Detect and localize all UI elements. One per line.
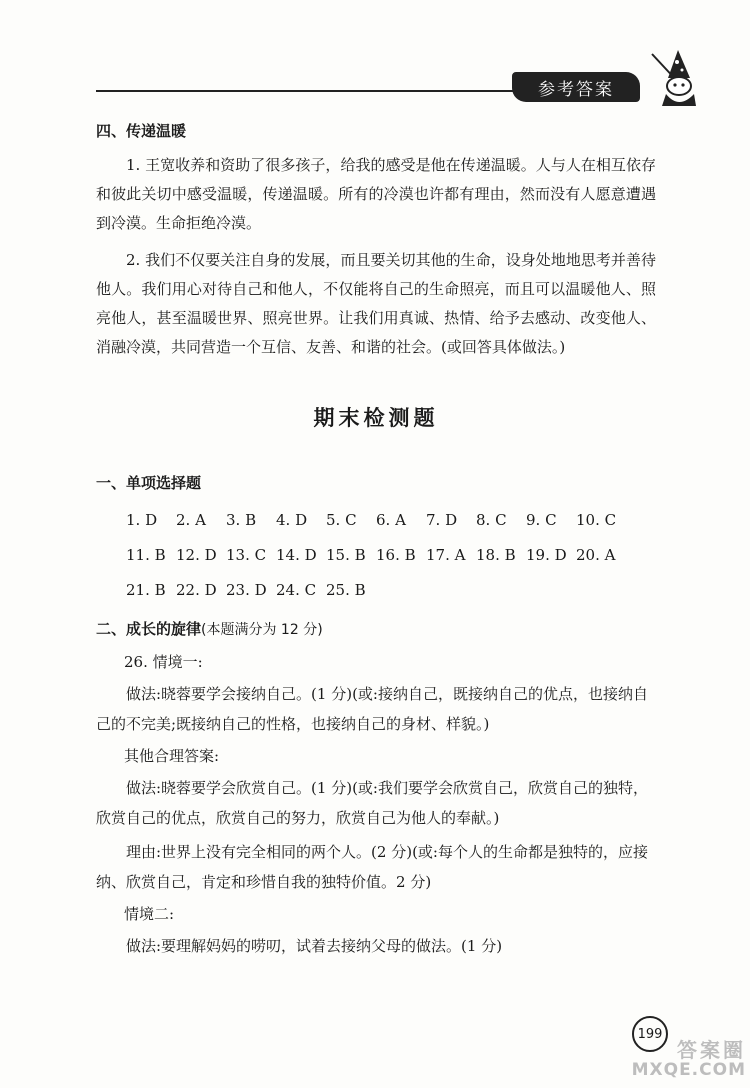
answer-cell: 13. C [226,546,267,564]
method-2: 做法:晓蓉要学会欣赏自己。(1 分)(或:我们要学会欣赏自己，欣赏自己的独特，欣赏自己的优点，欣赏自己的努力，欣赏自己为他人的奉献。) [96,779,648,827]
answer-cell: 22. D [176,581,217,599]
answer-cell: 3. B [226,511,257,529]
watermark [620,1040,746,1086]
page-number: 199 [632,1016,668,1052]
section-4-paragraph-2: 2. 我们不仅要关注自身的发展，而且要关切其他的生命，设身处地地思考并善待他人。我们用心对待自己和他人，不仅能将自己的生命照亮，而且可以温暖他人、照亮他人，甚至温暖世界、照亮世界。让我们用真诚、热情、给予去感动、改变他人、消融冷漠，共同营造一个互信、友善、和谐的社会。(或回答具体做法。) [96,251,656,356]
section-2-heading-text: 二、成长的旋律 [96,620,202,638]
wizard-mascot-icon [648,48,704,110]
question-26-label: 26. 情境一: [124,653,203,671]
reason: 理由:世界上没有完全相同的两个人。(2 分)(或:每个人的生命都是独特的，应接纳、欣赏自己，肯定和珍惜自我的独特价值。2 分) [96,843,648,891]
answer-cell: 9. C [526,511,557,529]
answer-cell: 11. B [126,546,166,564]
answer-grid [126,503,656,608]
section-2-heading [96,614,656,645]
answer-cell: 25. B [326,581,366,599]
answer-row [126,573,656,608]
answer-cell: 7. D [426,511,458,529]
answer-cell: 18. B [476,546,516,564]
answer-cell: 14. D [276,546,317,564]
answer-cell: 15. B [326,546,366,564]
method-1: 做法:晓蓉要学会接纳自己。(1 分)(或:接纳自己，既接纳自己的优点，也接纳自己的不完美;既接纳自己的性格，也接纳自己的身材、样貌。) [96,685,648,733]
answer-cell: 4. D [276,511,308,529]
answer-cell: 17. A [426,546,466,564]
scene-2-label: 情境二: [124,905,175,923]
answer-cell: 16. B [376,546,416,564]
watermark-line-1: 答案圈 [677,1038,746,1062]
header-rule [96,90,526,92]
section-4-heading: 四、传递温暖 [96,122,187,140]
answer-cell: 2. A [176,511,206,529]
answer-cell: 5. C [326,511,357,529]
other-answers-label: 其他合理答案: [124,747,220,765]
answer-cell: 24. C [276,581,317,599]
answer-row [126,538,656,573]
answer-cell: 19. D [526,546,567,564]
page-content [96,120,656,961]
answer-cell: 6. A [376,511,406,529]
answer-cell: 23. D [226,581,267,599]
section-1-heading: 一、单项选择题 [96,474,202,492]
answer-cell: 20. A [576,546,616,564]
section-4-paragraph-1: 1. 王宽收养和资助了很多孩子，给我的感受是他在传递温暖。人与人在相互依存和彼此关切中感受温暖，传递温暖。所有的冷漠也许都有理由，然而没有人愿意遭遇到冷漠。生命拒绝冷漠。 [96,156,656,232]
answer-row [126,503,656,538]
answer-cell: 8. C [476,511,507,529]
header-tab: 参考答案 [512,72,640,102]
answer-cell: 21. B [126,581,166,599]
method-3: 做法:要理解妈妈的唠叨，试着去接纳父母的做法。(1 分) [126,937,503,955]
watermark-line-2: MXQE.COM [631,1060,746,1080]
answer-cell: 12. D [176,546,217,564]
answer-cell: 1. D [126,511,158,529]
answer-cell: 10. C [576,511,617,529]
section-2-score-note: (本题满分为 12 分) [201,622,323,638]
exam-title: 期末检测题 [313,406,439,430]
